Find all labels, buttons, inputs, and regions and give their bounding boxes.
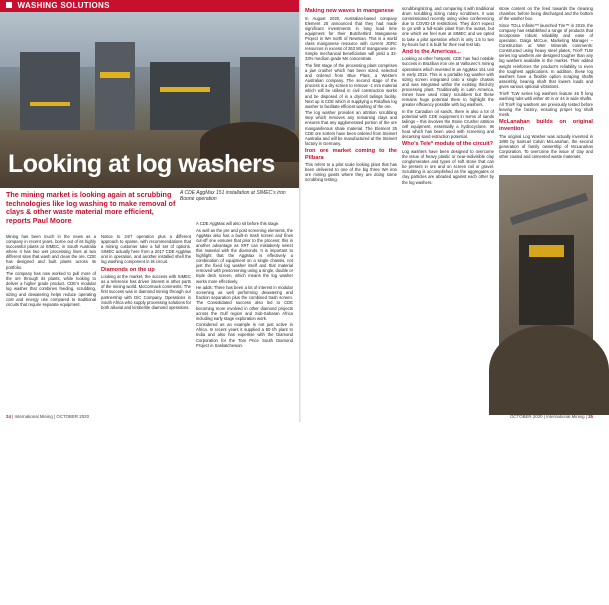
article-title: Looking at log washers xyxy=(8,150,275,178)
paragraph: Considered as an example is not just active in Africa. In recent years it supplied a 50 t/h plant to India and also has expertise with the Diamond Corporation for the Tom Price South Diamond Project in Saskatchewan. xyxy=(196,322,293,348)
article-standfirst: The mining market is looking again at scrubbing technologies like log washing to make removal of clays & other waste material more efficient, reports Paul Moore xyxy=(6,190,176,225)
paragraph: The first stage of the processing plant comprises a jaw crusher which has been sized, selected and ordered from Blue Plant, a Western Australian company. The second stage of the process is a dry screen to remove -1 mm material which will be utilised in civil construction works and be disposed of in a dry/cell tailings facility. Next up is CDE which is supplying a Rotaflow log washer to facilitate efficient washing of the ore. xyxy=(305,62,397,109)
paragraph: stone content on the feed towards the cleaning chamber, before being discharged and the bottom of the washer box. xyxy=(499,6,593,22)
photo-caption: Constructed using heavy steel plates, Trio® TLW series log washers are designed tougher than any log washers available in the market. Their added weight reinforces the product’s reliability in even the toughest applications xyxy=(551,535,591,605)
paragraph: Log washers have been designed to overcome the issue of heavy plastic or near-indivisible clay conglomerates and types of soft stone that can be present in ore and on screen rail or gravel. Scrubbing is accomplished as the aggregates or clay particles are abraded against each other by the log washers. xyxy=(402,148,494,185)
right-column-3 xyxy=(499,6,593,171)
left-column-2 xyxy=(101,234,191,410)
left-footer: 24 | International Mining | OCTOBER 2020 xyxy=(6,414,90,419)
paragraph: All Trio® log washers are previously tested before leaving the factory, ensuring proper log shaft mesh. xyxy=(499,102,593,118)
paragraph: In the Canadian oil sands, there is also a lot of potential with CDE equipment in terms of sands tailings – this involves the Stone Crusher attrition cell equipment, essentially a hydrocyclone. Its heat which has been used with screening and decanting sand extraction potential. xyxy=(402,108,494,140)
subheading: And to the Americas... xyxy=(402,48,461,55)
subheading: Making new waves in manganese xyxy=(305,8,394,14)
magazine-name: International Mining xyxy=(14,414,53,419)
paragraph: Trio® TLW series log washers feature 45 ft long washing tubs with either 40 in or 44 in wide shafts. xyxy=(499,90,593,101)
section-flag-icon xyxy=(6,2,12,8)
left-column-3 xyxy=(196,221,293,410)
section-title: WASHING SOLUTIONS xyxy=(17,1,110,10)
left-page xyxy=(0,0,299,422)
hero-caption: A CDE AggMax 151 installation at SIMEC’s Iron Boone operation xyxy=(180,190,286,203)
paragraph: As well as the pre and post screening elements, the AggMax also has a built-in trash screen and fines cut-off one ensures that prior to the process; this in another advantage as XRT can mistakenly select this material with the diamonds. It is important to highlight that the AggMax is effectively a combination of equipment on a single chassis, not just the fixed log washer itself and that material removed with prescreening using a single, double or triple deck screen, which means the log washer works more effectively. xyxy=(196,227,293,284)
paragraph: Mining has been much in the news as a company in recent years, borne out of its highly successful plants at SIMEC, in South Australia where it has two wet processing lines at two different sites that wash and clean the ore. CDE has designed and built plants across its portfolio. xyxy=(6,234,96,270)
paragraph: Looking at the market, the success with SIMEC as a reference has driven interest in other parts of the mining world. McCormack comments: The first success was in diamond mining through our partnership with DiC Company. Operations in South Africa who supply processing solutions for both alluvial and kimberlite diamond operations. xyxy=(101,274,191,310)
subheading: Diamonds on the up xyxy=(101,266,155,273)
left-column-1 xyxy=(6,234,96,410)
right-page xyxy=(301,0,599,605)
magazine-name: International Mining xyxy=(546,414,585,419)
section-header xyxy=(0,0,299,12)
issue-date: OCTOBER 2020 xyxy=(56,414,90,419)
subheading: Iron ore market coming to the Pilbara xyxy=(305,147,397,161)
paragraph: In August 2020, Australian-based company Element 25 announced that they had made significant investments in long lead time equipment for their Butcherbird Manganese Project in WA north of Newman. This is a world class manganese resource with current JORC resources in excess of 263 Mt of manganese ore. Simple mechanical beneficiation will yield a 32-33% medium grade Mn concentrate. xyxy=(305,15,397,62)
paragraph: The original Log Washer was actually invented in 1890 by Samuel Calvin McLanahan, the second generation of family ownership of McLanahan Corporation. To overcome the issue of clay and other coated and cemented waste materials. xyxy=(499,133,593,160)
paragraph: scrubbing/sizing, and comparing it with traditional drum scrubbing sizing rotary scrubbers. It was commissioned recently using video conferencing due to COVID-19 restrictions. They don’t expect to go with a full-scale plant from the outset, but one which we feel sure at SIMEC and we opted to take a pilot operation which is only 1.5 to two by-hours but it is built for their real test lab. xyxy=(402,6,494,47)
paragraph: Looking at other hotspots, CDE has had notable success in Brazilian iron ore at Vallourec’s mining operations which invested in an AggMax 151 unit in early 2015. This is a portable log washer with sizing screen integrated onto a single chassis and was integrated within the existing third-dry processing plant. Traditionally in Latin America, mines have used rotary scrubbers but these remains huge potential there to highlight the greater efficiency possible with log washers. xyxy=(402,56,494,108)
hero-photo xyxy=(0,12,299,188)
right-footer: OCTOBER 2020 | International Mining | 25 xyxy=(509,414,593,419)
paragraph: Since TOLL Infinite™ launched Tire™ in 2019, the company has established a range of products that incorporate robust reliability and ease of operation. Dalgo McCue, Marketing Manager – Construction at Weir Minerals comments: Constructed using heavy steel plates, Trio® TLW series log washers are designed tougher than any log washers available in the market. Their added weight reinforces the product’s reliability to even the toughest applications. In addition, these log washers have a flexible option scraping shafts assembly, bearing shaft that lowers loads and gives various optional vibrations. xyxy=(499,22,593,89)
page-number: 25 xyxy=(588,414,593,419)
paragraph: This refers to a pilot scale looking plant that has been delivered to one of the big three WA iron ore mining giants where they are doing some scrubbing testing. xyxy=(305,162,397,183)
paragraph: A CDE AggMax will also sit before this stage. xyxy=(196,221,280,226)
right-column-1 xyxy=(305,6,397,410)
paragraph: Notice to 24/7 operation plus a different approach to sparse, with recommendations that a mining customer take a full set of options. SIMEC actually here from a 2017 CDE AggMax unit in operation, and another installed shell the log washing component in its circuit. xyxy=(101,234,191,265)
page-number: 24 xyxy=(6,414,11,419)
subheading: Who’s Tele* module of the circuit? xyxy=(402,141,494,148)
paragraph: He adds: There has been a lot of interest in modular screening as well performing dewatering and fraction separation plus the combined trash screen. The Consolidated success also led to CDE becoming more involved in other diamond projects across the Gulf region and Sub-Saharan Africa including early stage exploration work. xyxy=(196,285,293,321)
issue-date: OCTOBER 2020 xyxy=(509,414,543,419)
right-column-2 xyxy=(402,6,494,410)
paragraph: The company has now worked to pull more of the ore through its plants, while looking to deliver a higher grade product. CDE’s modular log washer that combines feeding, scrubbing, sizing and dewatering helps reduce operating cost and energy use compared to traditional circuits that require separate equipment. xyxy=(6,271,96,307)
paragraph: The log washer provides an attrition scrubbing step which removes any remaining clays and ensures that any agglomerated portion of the ore manganiferous shale material. The Element 25 CDE ore sorters have been ordered from Steinert Australia and will be manufactured at the Steinert factory in Germany. xyxy=(305,110,397,146)
subheading: McLanahan builds on original invention xyxy=(499,119,593,133)
